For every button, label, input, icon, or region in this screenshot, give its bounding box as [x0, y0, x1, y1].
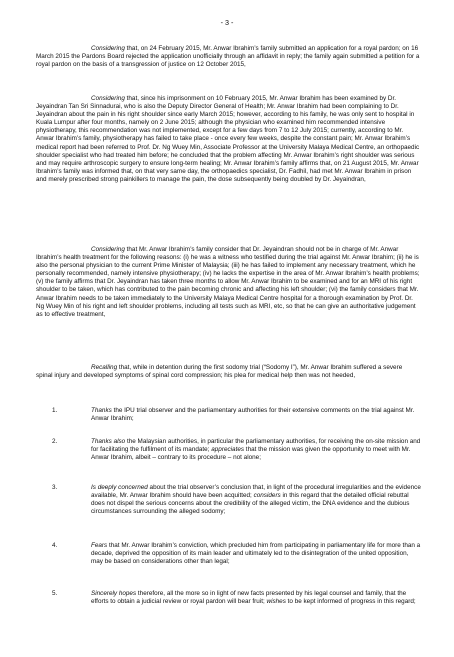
operative-number: 3. — [52, 484, 58, 491]
preamble-lead: Considering — [91, 95, 125, 102]
operative-number: 4. — [52, 542, 58, 549]
operative-paragraph-2 — [91, 438, 421, 462]
operative-text: the Malaysian authorities, in particular the parliamentary authorities, for receiving the on-site mission and for facilitating the fulfilment of its mandate; — [91, 438, 421, 454]
operative-paragraph-3 — [91, 484, 421, 516]
operative-text: in this regard that the detailed official rebuttal does not dispel the serious concerns about the credibility of the alleged victim, the DNA evidence and the dubious circumstances surrounding the alleged sodomy; — [91, 492, 410, 516]
preamble-lead: Considering — [91, 246, 125, 253]
operative-number: 5. — [52, 590, 58, 597]
operative-verb: Thanks — [91, 407, 112, 414]
operative-verb: considers — [253, 492, 281, 500]
preamble-paragraph-3 — [36, 246, 420, 319]
operative-paragraph-4 — [91, 542, 421, 566]
operative-text: about the trial observer’s conclusion that, in light of the procedural irregularities and the evidence available, Mr. Anwar Ibrahim should have been acquitted; — [91, 484, 421, 500]
operative-text: to be kept informed of progress in this regard; — [285, 598, 416, 606]
preamble-text: that Mr. Anwar Ibrahim’s family consider that Dr. Jeyaindran should not be in charge of Mr. Anwar Ibrahim’s health treatment for the following reasons: (i) he was a witness who testified during the trial against Mr. Anwar Ibrahim; (ii) he is also the personal physician to the current Prime Minister of Malaysia; (iii) he has failed to implement any necessary treatment, which he personally recommended, namely intensive physiotherapy; (iv) he lacks the expertise in the area of Mr. Anwar Ibrahim’s health problems; (v) the family affirms that Dr. Jeyaindran has taken three months to allow Mr. Anwar Ibrahim to be examined and for an MRI of his right shoulder to be taken, which has contributed to the pain becoming chronic and affecting his left shoulder; (vi) the family considers that Mr. Anwar Ibrahim needs to be taken immediately to the University Malaya Medical Centre hospital for a thorough examination by Prof. Dr. Ng Wuey Min of his right and left shoulder problems, including all tests such as MRI, etc, so that he can give an authoritative judgement as to effective treatment, — [36, 246, 420, 318]
operative-paragraph-1 — [91, 407, 421, 423]
preamble-paragraph-4 — [36, 364, 420, 380]
page-number: - 3 - — [220, 18, 234, 27]
operative-text: the IPU trial observer and the parliamentary authorities for their extensive comments on the trial against Mr. Anwar Ibrahim; — [91, 407, 415, 423]
operative-paragraph-5 — [91, 590, 421, 606]
preamble-lead: Recalling — [91, 364, 118, 371]
operative-verb: wishes — [266, 598, 286, 606]
operative-verb: Fears — [91, 542, 108, 549]
operative-number: 1. — [52, 407, 58, 414]
operative-number: 2. — [52, 438, 58, 445]
operative-text: therefore, all the more so in light of new facts presented by his legal counsel and family, that the efforts to obtain a judicial review or royal pardon will bear fruit; — [91, 590, 407, 606]
preamble-paragraph-1 — [36, 45, 420, 69]
operative-verb: Is deeply concerned — [91, 484, 148, 491]
preamble-paragraph-2 — [36, 95, 420, 184]
operative-text: that Mr. Anwar Ibrahim’s conviction, which precluded him from participating in parliamentary life for more than a decade, deprived the opposition of its main leader and ultimately led to the disintegration of the united opposition, may be based on considerations other than legal; — [91, 542, 421, 566]
preamble-text: that, on 24 February 2015, Mr. Anwar Ibrahim’s family submitted an application for a royal pardon; on 16 March 2015 the Pardons Board rejected the application unofficially through an affidavit in reply; the family again submitted a petition for a royal pardon on the basis of a transgression of justice on 12 October 2015, — [36, 45, 420, 69]
operative-verb: Sincerely hopes — [91, 590, 137, 597]
operative-verb: Thanks also — [91, 438, 126, 445]
preamble-lead: Considering — [91, 45, 125, 52]
preamble-text: that, since his imprisonment on 10 February 2015, Mr. Anwar Ibrahim has been examined by Dr. Jeyaindran Tan Sri Sinnadurai, who is also the Deputy Director General of Health; Mr. Anwar Ibrahim had been complaining to Dr. Jeyaindran about the pain in his right shoulder since early March 2015; however, according to his family, he was only sent to hospital in Kuala Lumpur after four months, namely on 2 June 2015; although the physician who examined him recommended intensive physiotherapy, this recommendation was not implemented, except for a few days from 7 to 12 July 2015; currently, according to Mr. Anwar Ibrahim’s family, physiotherapy has failed to take place - once every few weeks, despite the constant pain; Mr. Anwar Ibrahim’s medical report had been referred to Prof. Dr. Ng Wuey Min, Associate Professor at the University Malaya Medical Centre, an orthopaedic shoulder specialist who had treated him before; he concluded that the problem affecting Mr. Anwar Ibrahim’s right shoulder was serious and may require arthroscopic surgery to ensure long-term healing; Mr. Anwar Ibrahim’s family affirms that, on 21 August 2015, Mr. Anwar Ibrahim’s family was informed that, on that very same day, the orthopaedics specialist, Dr. Fadhil, had met Mr. Anwar Ibrahim in prison and merely prescribed strong painkillers to manage the pain, the dose subsequently being doubled by Dr. Jeyaindran, — [36, 95, 420, 183]
operative-verb: appreciates — [211, 446, 245, 454]
operative-text: that the mission was given the opportunity to meet with Mr. Anwar Ibrahim, albeit – contrary to its procedure – not alone; — [91, 446, 411, 462]
preamble-text: that, while in detention during the first sodomy trial (“Sodomy I”), Mr. Anwar Ibrahim suffered a severe spinal injury and developed symptoms of spinal cord compression; his plea for medical help then was not heeded, — [36, 364, 403, 380]
